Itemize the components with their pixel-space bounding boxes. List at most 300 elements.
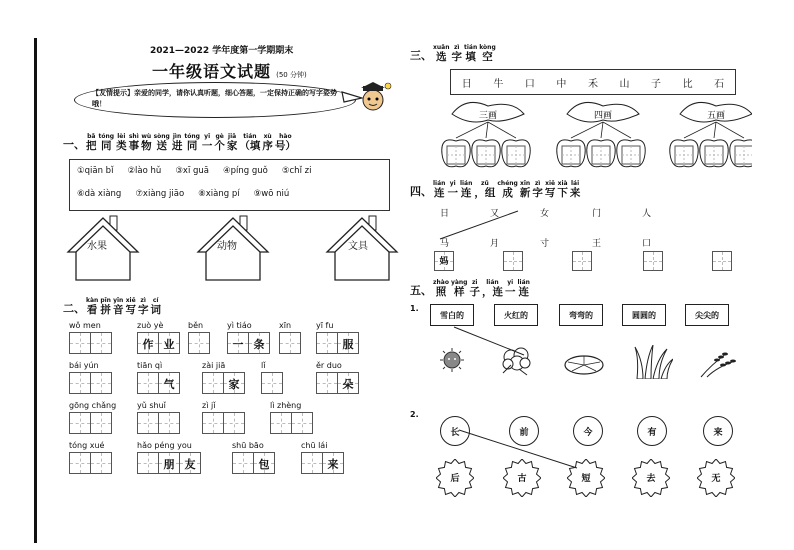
star-char: 古 <box>517 474 527 484</box>
question-2-number: 2. <box>410 410 419 419</box>
tianzige-boxes <box>137 412 179 434</box>
title-char <box>482 279 503 298</box>
title-char <box>275 133 296 152</box>
title-char <box>505 279 516 298</box>
tianzige-cell[interactable] <box>90 372 112 394</box>
title-char <box>517 279 529 298</box>
word-pinyin: xīn <box>279 321 292 330</box>
word-circle[interactable]: 今 <box>573 416 603 446</box>
answer-char: 妈 <box>439 256 449 267</box>
title-char <box>113 297 124 316</box>
section-3-title <box>432 44 497 63</box>
pinyin-text: xù <box>263 133 272 140</box>
hanzi-text: 看 <box>86 304 98 316</box>
pinyin-text: zǔ <box>480 180 489 187</box>
tianzige-cell[interactable] <box>137 412 159 434</box>
answer-cell[interactable] <box>643 251 663 271</box>
word-pinyin: běn <box>188 321 204 330</box>
word-pinyin: bái yún <box>69 361 99 370</box>
option-item: ②lào hǔ <box>127 166 162 176</box>
wheat-icon <box>697 343 741 379</box>
word-circle[interactable]: 长 <box>440 416 470 446</box>
binding-line <box>34 38 37 543</box>
title-char <box>214 133 225 152</box>
word-group <box>316 321 358 354</box>
option-item: ⑧xiàng pí <box>198 189 240 199</box>
title-char <box>447 180 458 199</box>
cell-char: 一 <box>232 338 244 351</box>
word-group <box>316 361 358 394</box>
title-char <box>451 44 462 63</box>
tianzige-boxes <box>279 332 300 354</box>
hanzi-text: 字 <box>451 51 462 63</box>
tianzige-boxes <box>69 452 111 474</box>
bank-char: 山 <box>619 78 630 90</box>
pinyin-text: jìn <box>172 133 182 140</box>
pinyin-text: chéng <box>497 180 518 187</box>
adjective-box[interactable]: 火红的 <box>494 304 538 326</box>
hanzi-text: 写 <box>544 187 556 199</box>
tree-label: 五画 <box>706 111 726 121</box>
word-group <box>301 441 343 474</box>
top-component: 又 <box>490 209 500 219</box>
word-pinyin: tóng xué <box>69 441 105 450</box>
word-pinyin: lǐ <box>261 361 266 370</box>
hanzi-text: 写 <box>125 304 136 316</box>
hanzi-text: 空 <box>482 51 493 63</box>
tianzige-cell[interactable] <box>69 332 91 354</box>
tianzige-cell[interactable] <box>188 332 210 354</box>
hanzi-text: 个 <box>214 140 225 152</box>
section-1-title <box>85 133 297 152</box>
tianzige-cell[interactable] <box>137 372 159 394</box>
cell-char: 家 <box>228 378 240 391</box>
title-char <box>532 180 543 199</box>
pinyin-text: lái <box>571 180 580 187</box>
tianzige-cell[interactable] <box>223 412 245 434</box>
title-char <box>433 44 449 63</box>
cell-char: 友 <box>184 458 196 471</box>
options-row-1 <box>77 166 311 176</box>
pinyin-text: shì <box>128 133 139 140</box>
pinyin-text: bǎ <box>87 133 96 140</box>
tianzige-cell[interactable] <box>202 372 224 394</box>
hanzi-text: ，组 <box>474 187 496 199</box>
cell-char: 朋 <box>163 458 175 471</box>
word-group <box>137 441 200 474</box>
section-4-number: 四、 <box>410 185 432 198</box>
pinyin-text: lèi <box>117 133 126 140</box>
tianzige-cell[interactable] <box>90 452 112 474</box>
bottom-component: 口 <box>642 239 652 249</box>
tianzige-cell[interactable] <box>261 372 283 394</box>
section-1-header <box>63 133 297 152</box>
word-pinyin: shū bāo <box>232 441 264 450</box>
hanzi-text: 下 <box>557 187 568 199</box>
pinyin-text: xuǎn <box>433 44 450 51</box>
tianzige-boxes <box>316 372 358 394</box>
tianzige-boxes <box>270 412 312 434</box>
pinyin-text: xiě <box>545 180 556 187</box>
exam-main-title <box>152 59 307 82</box>
bank-char: 子 <box>651 78 662 90</box>
tianzige-cell[interactable] <box>227 332 249 354</box>
hanzi-text: 照 <box>435 286 447 298</box>
section-5-number: 五、 <box>410 284 432 297</box>
tianzige-boxes <box>69 412 116 434</box>
lotus-leaf-icon <box>562 352 606 378</box>
grass-icon <box>633 345 673 379</box>
word-group <box>69 361 111 394</box>
pinyin-text: yīn <box>113 297 124 304</box>
pinyin-text: yī <box>204 133 211 140</box>
exam-year-title: 2021—2022 学年度第一学期期末 <box>150 46 294 56</box>
hanzi-text: 字 <box>532 187 543 199</box>
apple-tree-3 <box>670 102 752 166</box>
cell-char: 作 <box>142 338 154 351</box>
tianzige-boxes <box>69 372 111 394</box>
tianzige-cell[interactable] <box>158 372 180 394</box>
cell-char: 业 <box>163 338 175 351</box>
tianzige-cell[interactable] <box>270 412 292 434</box>
pinyin-text: tián <box>243 133 257 140</box>
option-item: ⑦xiàng jiāo <box>135 189 185 199</box>
hanzi-text: 一 <box>447 187 458 199</box>
option-item: ③xī guā <box>175 166 210 176</box>
bottom-component: 王 <box>592 239 602 249</box>
word-circle[interactable]: 前 <box>509 416 539 446</box>
tianzige-boxes <box>261 372 282 394</box>
pinyin-text: gè <box>215 133 224 140</box>
tree-label: 三画 <box>478 111 498 121</box>
tianzige-cell[interactable] <box>253 452 275 474</box>
hanzi-text: 字 <box>137 304 149 316</box>
title-char <box>239 133 260 152</box>
top-component: 女 <box>540 209 550 219</box>
tianzige-boxes <box>137 332 179 354</box>
pinyin-text: lián <box>433 180 446 187</box>
section-4-header <box>410 180 581 199</box>
title-char <box>262 133 273 152</box>
word-star[interactable] <box>632 459 670 497</box>
bank-char: 中 <box>556 78 567 90</box>
word-circle[interactable]: 来 <box>703 416 733 446</box>
house-fruit-label: 水果 <box>87 241 107 252</box>
cell-char: 条 <box>253 338 265 351</box>
pinyin-text: zì <box>140 297 146 304</box>
hanzi-text: 选 <box>435 51 447 63</box>
word-pinyin: yì tiáo <box>227 321 252 330</box>
pinyin-text: wù <box>141 133 152 140</box>
title-char <box>433 180 445 199</box>
tianzige-cell[interactable] <box>179 452 201 474</box>
tianzige-cell[interactable] <box>232 452 254 474</box>
word-group <box>69 441 111 474</box>
pinyin-text: zi <box>471 279 478 286</box>
hanzi-text: （填 <box>239 140 261 152</box>
title-char <box>520 180 531 199</box>
tianzige-cell[interactable] <box>158 412 180 434</box>
hanzi-text: ，连 <box>481 286 503 298</box>
title-char <box>474 180 495 199</box>
star-char: 无 <box>711 474 721 484</box>
section-3-number: 三、 <box>410 49 432 62</box>
pinyin-text: kàn <box>86 297 99 304</box>
word-star[interactable] <box>697 459 735 497</box>
house-animal-label: 动物 <box>217 241 237 252</box>
cell-char: 包 <box>258 458 270 471</box>
house-stationery-label: 文具 <box>348 241 368 252</box>
tianzige-cell[interactable] <box>301 452 323 474</box>
pinyin-text: tóng <box>98 133 115 140</box>
bank-char: 禾 <box>587 78 598 90</box>
option-item: ⑤chǐ zi <box>281 166 312 176</box>
apple-tree-2 <box>557 102 645 166</box>
tianzige-cell[interactable] <box>158 332 180 354</box>
cell-char: 气 <box>163 378 175 391</box>
top-component: 日 <box>440 209 450 219</box>
title-char <box>100 297 111 316</box>
pinyin-text: zì <box>534 180 541 187</box>
cell-char: 朵 <box>342 378 354 391</box>
hanzi-text: 类 <box>116 140 127 152</box>
hanzi-text: 成 <box>502 187 513 199</box>
adjective-box[interactable]: 尖尖的 <box>685 304 729 326</box>
word-pinyin: chū lái <box>301 441 328 450</box>
tianzige-cell[interactable] <box>69 372 91 394</box>
bank-char: 口 <box>524 78 535 90</box>
section-2-title <box>85 297 162 316</box>
pinyin-text: jiā <box>228 133 237 140</box>
hanzi-text: 一 <box>201 140 213 152</box>
pinyin-text: xīn <box>519 180 531 187</box>
tianzige-boxes <box>232 452 274 474</box>
word-pinyin: gōng chǎng <box>69 401 117 410</box>
title-char <box>150 297 161 316</box>
answer-cell[interactable] <box>712 251 732 271</box>
title-char <box>86 133 97 152</box>
tianzige-cell[interactable] <box>223 372 245 394</box>
hanzi-text: 来 <box>569 187 581 199</box>
title-char <box>460 180 472 199</box>
hanzi-text: 把 <box>86 140 97 152</box>
option-item: ⑥dà xiàng <box>77 189 122 199</box>
question-1-number: 1. <box>410 304 419 313</box>
title-char <box>141 133 152 152</box>
option-item: ①qiān bǐ <box>77 166 114 176</box>
word-pinyin: ěr duo <box>316 361 342 370</box>
word-group <box>261 361 282 394</box>
tianzige-boxes <box>137 372 179 394</box>
hanzi-text: 物 <box>141 140 152 152</box>
pinyin-text: zhào <box>433 279 449 286</box>
bank-char: 牛 <box>493 78 504 90</box>
word-group <box>270 401 312 434</box>
options-row-2 <box>77 189 289 199</box>
tianzige-cell[interactable] <box>322 452 344 474</box>
hanzi-text: 连 <box>518 286 529 298</box>
title-char <box>138 297 149 316</box>
title-char <box>451 279 468 298</box>
word-group <box>227 321 269 354</box>
word-group <box>69 401 116 434</box>
answer-cell[interactable] <box>503 251 523 271</box>
tianzige-cell[interactable] <box>279 332 301 354</box>
time-note: (50 分钟) <box>276 71 307 79</box>
hanzi-text: 同 <box>101 140 112 152</box>
title-char <box>184 133 200 152</box>
tianzige-cell[interactable] <box>69 412 91 434</box>
tianzige-boxes <box>316 332 358 354</box>
section-4-title <box>432 180 581 199</box>
tianzige-boxes <box>137 452 200 474</box>
tianzige-cell[interactable] <box>316 372 338 394</box>
tianzige-cell[interactable] <box>337 372 359 394</box>
section-5-title <box>432 279 531 298</box>
title-char <box>570 180 581 199</box>
bottom-component: 马 <box>440 239 450 249</box>
word-group <box>279 321 300 354</box>
word-pinyin: zài jiā <box>202 361 226 370</box>
pinyin-text: yàng <box>450 279 468 286</box>
hanzi-text: 送 <box>156 140 167 152</box>
hanzi-text: 一 <box>504 286 516 298</box>
tianzige-cell[interactable] <box>202 412 224 434</box>
title-char <box>479 44 496 63</box>
hanzi-text: 家 <box>226 140 238 152</box>
tianzige-cell[interactable] <box>316 332 338 354</box>
character-bank <box>450 69 736 95</box>
title-char <box>202 133 213 152</box>
bottom-component: 月 <box>490 239 500 249</box>
pinyin-text: hào <box>279 133 292 140</box>
word-group <box>188 321 209 354</box>
word-pinyin: yǔ shuǐ <box>137 401 166 410</box>
tip-text: 【友情提示】亲爱的同学，请你认真听题，细心答题，一定保持正确的写字姿势哦！ <box>92 89 337 108</box>
tianzige-boxes <box>188 332 209 354</box>
word-pinyin: hǎo péng you <box>137 441 192 450</box>
bank-char: 日 <box>461 78 472 90</box>
word-group <box>69 321 111 354</box>
hanzi-text: 序 <box>262 140 273 152</box>
adjective-box[interactable]: 弯弯的 <box>559 304 603 326</box>
word-pinyin: yī fu <box>316 321 334 330</box>
option-item: ⑨wō niú <box>253 189 290 199</box>
title-char <box>86 297 98 316</box>
title-char <box>125 297 136 316</box>
word-group <box>137 401 179 434</box>
top-component: 门 <box>592 209 602 219</box>
option-item: ④píng guǒ <box>223 166 268 176</box>
tianzige-boxes <box>202 412 244 434</box>
star-char: 后 <box>450 474 460 484</box>
bank-char: 比 <box>682 78 693 90</box>
tianzige-boxes <box>301 452 343 474</box>
word-pinyin: wǒ men <box>69 321 101 330</box>
tianzige-cell[interactable] <box>158 452 180 474</box>
pinyin-text: yi <box>507 279 514 286</box>
stroke-count-trees <box>412 96 752 174</box>
hanzi-text: 连 <box>460 187 472 199</box>
pinyin-text: lián <box>486 279 499 286</box>
tianzige-cell[interactable] <box>90 332 112 354</box>
hanzi-text: 拼 <box>100 304 111 316</box>
hanzi-text: 连 <box>433 187 445 199</box>
hanzi-text: 填 <box>465 51 476 63</box>
pinyin-text: pīn <box>100 297 111 304</box>
title-char <box>227 133 238 152</box>
tianzige-cell[interactable] <box>137 332 159 354</box>
title-char <box>116 133 127 152</box>
example-line-q2 <box>455 428 585 473</box>
tianzige-cell[interactable] <box>90 412 112 434</box>
tianzige-boxes <box>227 332 269 354</box>
tianzige-cell[interactable] <box>337 332 359 354</box>
tianzige-boxes <box>69 332 111 354</box>
hanzi-text: 样 <box>453 286 465 298</box>
word-pinyin: zuò yè <box>137 321 164 330</box>
title-char <box>464 44 477 63</box>
tianzige-cell[interactable] <box>69 452 91 474</box>
adjective-box[interactable]: 雪白的 <box>430 304 474 326</box>
main-title-text: 一年级语文试题 <box>152 62 272 81</box>
section-3-header <box>410 44 497 63</box>
hanzi-text: 音 <box>112 304 124 316</box>
word-group <box>137 321 179 354</box>
hanzi-text: 子 <box>469 286 480 298</box>
section-2-number: 二、 <box>63 302 85 315</box>
word-pinyin: zì jǐ <box>202 401 216 410</box>
pinyin-text: lián <box>459 180 473 187</box>
cartoon-mascot-icon <box>355 78 393 118</box>
hanzi-text: 号） <box>274 140 296 152</box>
example-connect-line <box>430 205 530 245</box>
pinyin-text: lián <box>517 279 530 286</box>
apple-tree-1 <box>442 102 530 166</box>
word-circle[interactable]: 有 <box>637 416 667 446</box>
hanzi-text: 同 <box>186 140 198 152</box>
cell-char: 服 <box>342 338 354 351</box>
title-char <box>154 133 170 152</box>
pinyin-text: xià <box>557 180 568 187</box>
tianzige-cell[interactable] <box>291 412 313 434</box>
tianzige-cell[interactable] <box>248 332 270 354</box>
word-group <box>202 401 244 434</box>
word-group <box>202 361 244 394</box>
section-2-header <box>63 297 162 316</box>
answer-cell[interactable] <box>434 251 454 271</box>
pinyin-text: xiě <box>125 297 136 304</box>
answer-cell[interactable] <box>572 251 592 271</box>
title-char <box>497 180 517 199</box>
hanzi-text: 词 <box>150 304 161 316</box>
pinyin-text: tián <box>463 44 478 51</box>
tree-label: 四画 <box>593 111 613 121</box>
hanzi-text: 事 <box>128 140 140 152</box>
section-5-header <box>410 279 531 298</box>
example-line-q1 <box>440 325 540 365</box>
hanzi-text: 新 <box>519 187 531 199</box>
pinyin-text: yi <box>449 180 456 187</box>
bottom-component: 寸 <box>540 239 550 249</box>
pinyin-text: tóng <box>184 133 200 140</box>
title-char <box>172 133 183 152</box>
bank-char: 石 <box>714 78 725 90</box>
pinyin-text: cí <box>152 297 159 304</box>
tianzige-cell[interactable] <box>137 452 159 474</box>
star-char: 短 <box>581 474 591 484</box>
adjective-box[interactable]: 圆圆的 <box>622 304 666 326</box>
